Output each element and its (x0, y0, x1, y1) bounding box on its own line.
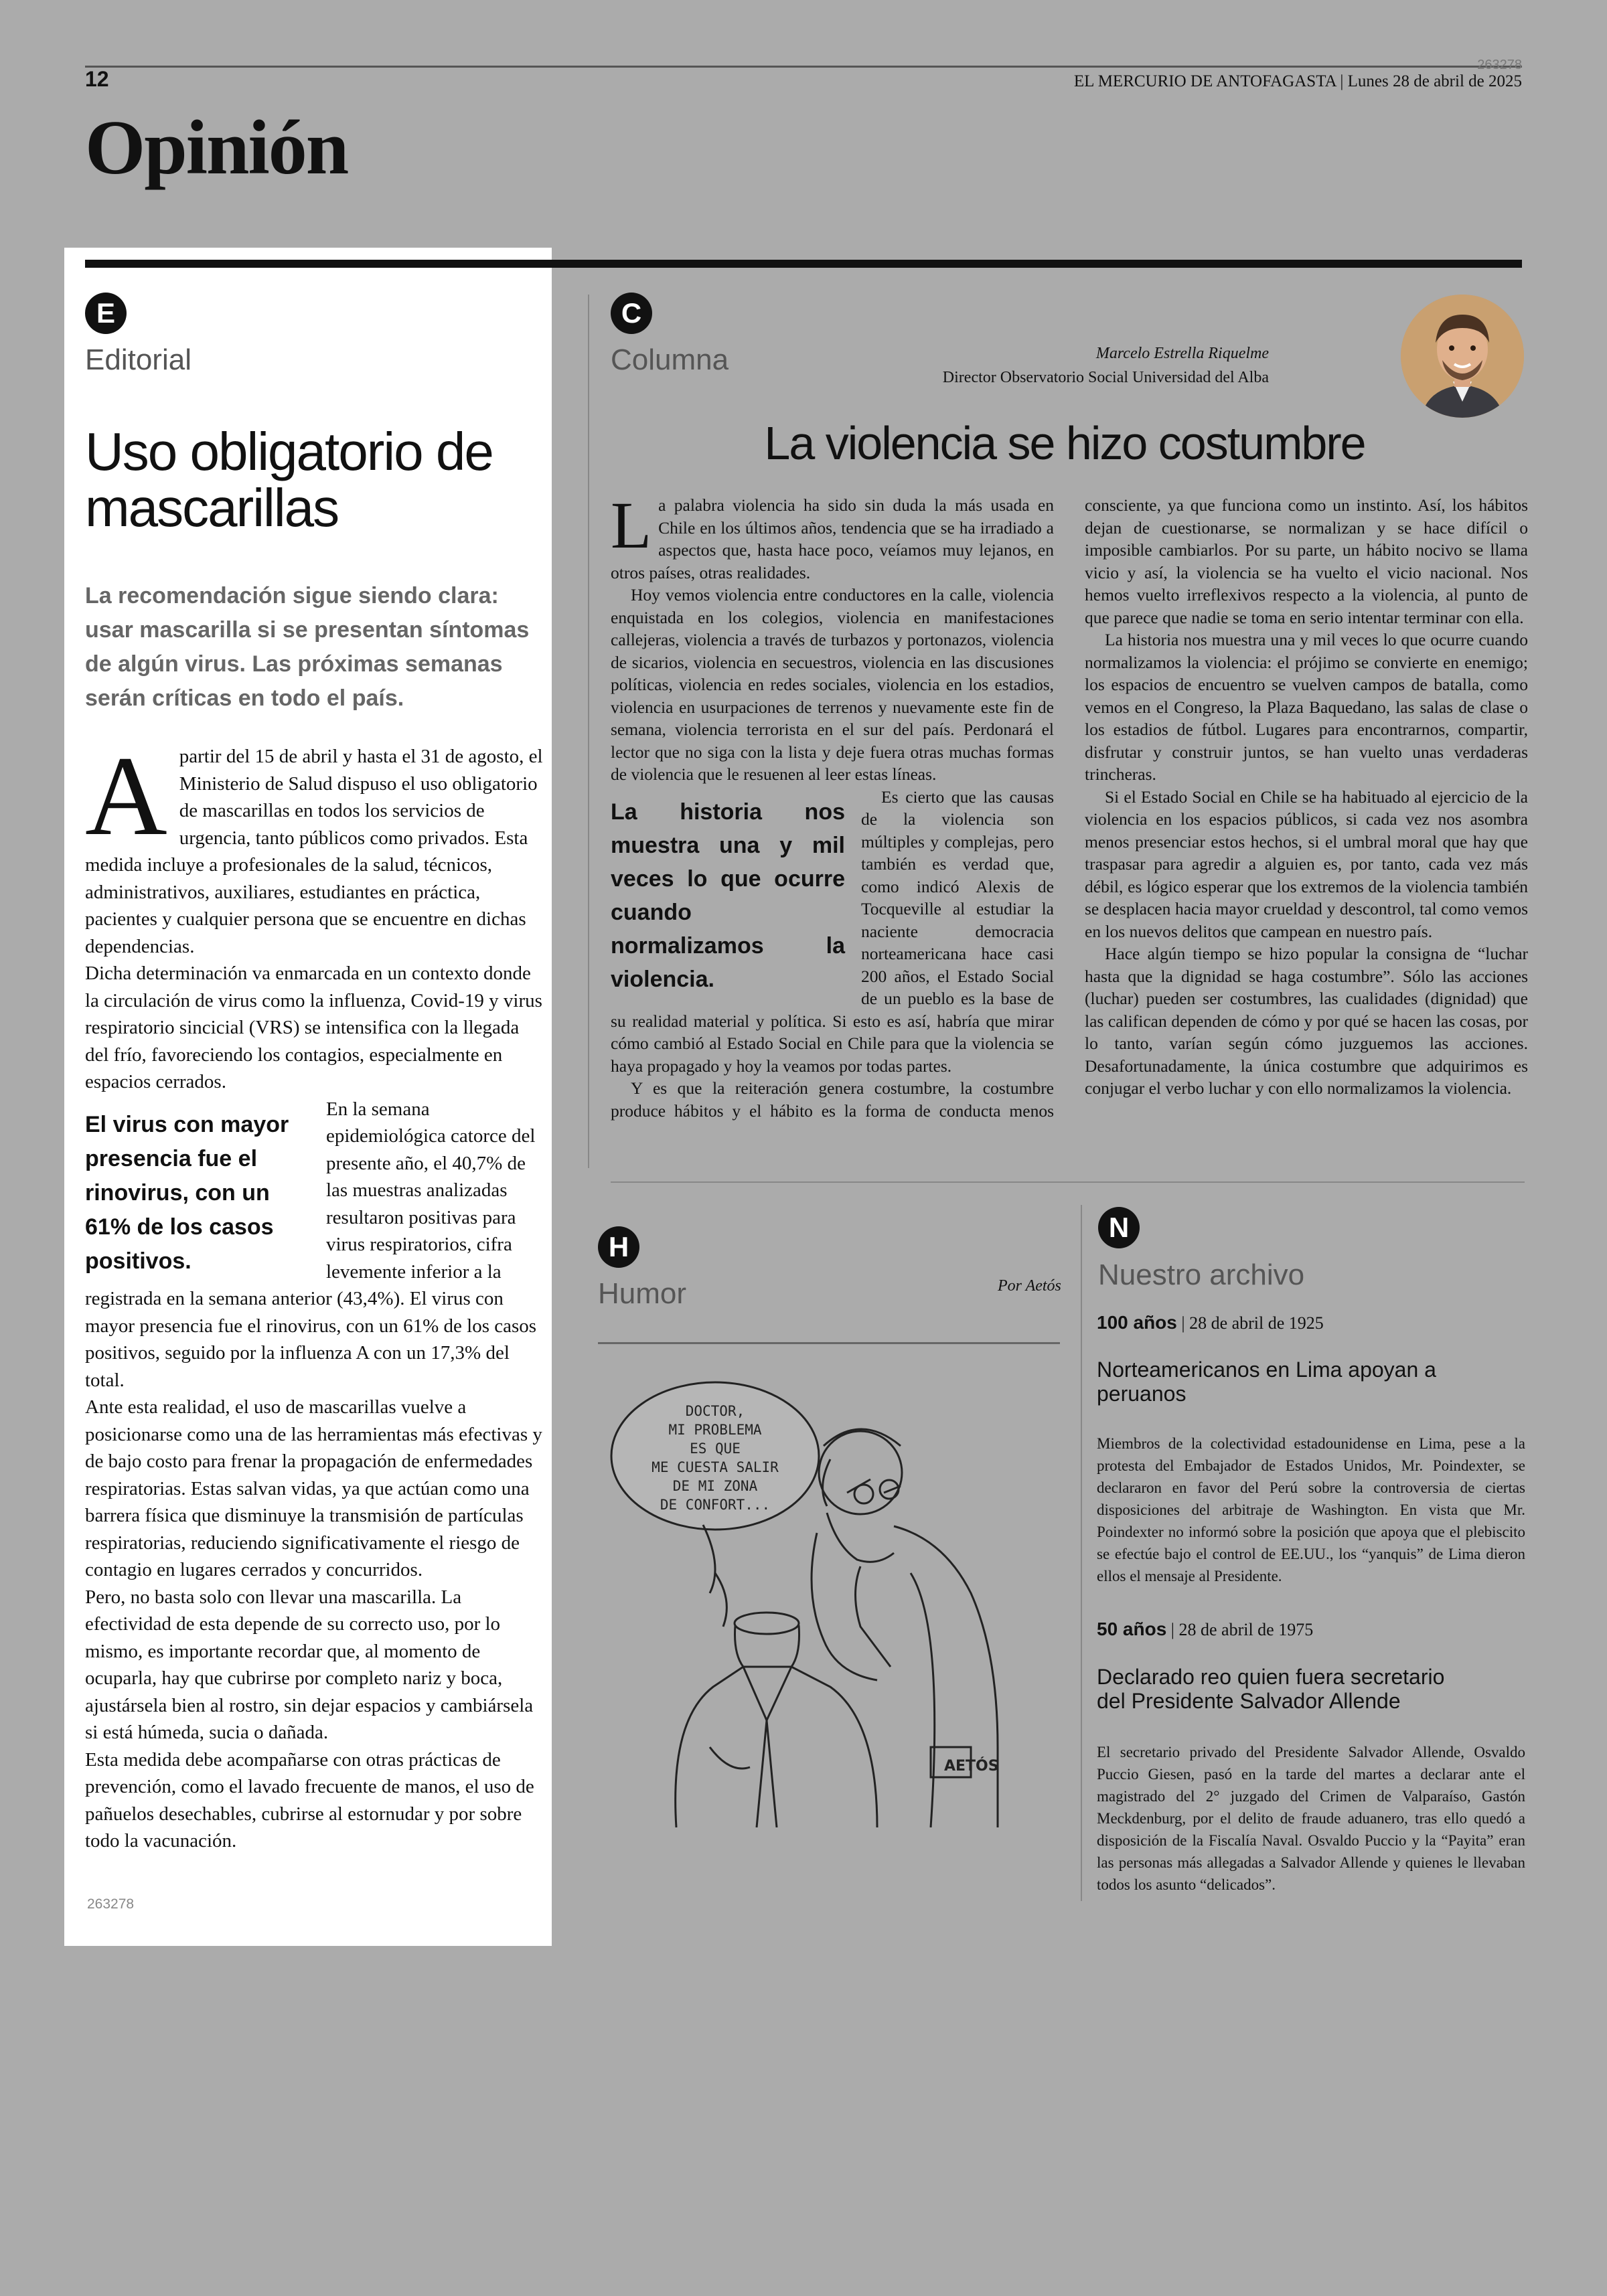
author-name: Marcelo Estrella Riquelme (1095, 345, 1269, 362)
archive-divider (1081, 1205, 1082, 1901)
cartoon-illustration-icon (596, 1372, 1065, 1827)
column-paragraph: Y es que la reiteración genera costumbre, la costumbre produce hábitos y el hábito es la forma de conducta menos consciente, ya que funciona como un instinto. Así, los hábitos dejan de cuestionarse, se normalizan y se hace difícil o imposible cambiarlos. Por su parte, un hábito nocivo se llama vicio y así, la violencia se ha vuelto el vicio nacional. Nos hemos vuelto irreflexivos respecto a la violencia, al punto de que parece que nadie se toma en serio intentar terminar con ella. (611, 495, 1528, 1121)
archive-years: 50 años (1097, 1619, 1167, 1639)
archive-badge-icon: N (1098, 1207, 1140, 1248)
column-paragraph: Si el Estado Social en Chile se ha habituado al ejercicio de la violencia en los espacios públicos, si cada vez nos asombra menos presenciar estos hechos, si el umbral moral que hay que traspasar para agredir a alguien es, por tanto, cada vez más débil, es lógico esperar que los extremos de la violencia también se desplacen hacia mayor crueldad y descontrol, tal como vemos en los nuevos delitos que campean en nuestro país. (1085, 787, 1528, 941)
editorial-drop-cap: A (85, 733, 167, 859)
author-portrait-icon (1401, 295, 1524, 418)
page-number: 12 (85, 67, 109, 91)
bubble-line: MI PROBLEMA (668, 1422, 762, 1438)
column-badge-icon: C (611, 293, 652, 334)
section-title: Opinión (85, 105, 348, 191)
column-paragraph: Hoy vemos violencia entre conductores en la calle, violencia enquistada en los colegios, violencia en manifestaciones callejeras, violencia a través de turbazos y portonazos, violencia de sicarios, violencia en secuestros, violencia en las discusiones políticas, violencia en redes sociales, violencia en los estadios, violencia en usurpaciones de terrenos y nuevamente este fin de semana, violencia terrorista en el sur del país. Perdonará el lector que no siga con la lista y deje fuera otras muchas formas de violencia que le resuenen al leer estas líneas. (611, 585, 1054, 784)
bubble-line: DE CONFORT... (660, 1497, 771, 1513)
editorial-kicker: Editorial (85, 343, 192, 376)
bubble-line: ES QUE (690, 1441, 741, 1457)
masthead: EL MERCURIO DE ANTOFAGASTA | Lunes 28 de abril de 2025 (1073, 72, 1522, 90)
bubble-line: DE MI ZONA (672, 1478, 758, 1494)
archive-years: 100 años (1097, 1312, 1177, 1333)
column-paragraph: Es cierto que las causas de la violencia son múltiples y complejas, pero también es verdad que, como indicó Alexis de Tocqueville al estudiar la naciente democracia norteamericana hace casi 200 años, el Estado Social de un pueblo es la base de su realidad material y política. Si esto es así, habría que mirar cómo cambió al Estado Social en Chile para que la violencia se haya propagado y hoy la veamos por todas partes. (611, 787, 1054, 1076)
editorial-title: Uso obligatorio de mascarillas (85, 422, 493, 538)
cartoon-signature: AETÓS (944, 1758, 999, 1775)
column-paragraph: a palabra violencia ha sido sin duda la más usada en Chile en los últimos años, tendencia que se ha irradiado a aspectos que, hasta hace poco, veíamos muy lejanos, en otros países, otras realidades. (611, 495, 1054, 582)
column-title: La violencia se hizo costumbre (764, 417, 1365, 469)
archive-item-title: Declarado reo quien fuera secretario del Presidente Salvador Allende (1097, 1665, 1445, 1713)
editorial-paragraph: partir del 15 de abril y hasta el 31 de agosto, el Ministerio de Salud dispuso el uso obligatorio de mascarillas en todos los servicios de urgencia, tanto públicos como privados. Esta medida incluye a profesionales de la salud, técnicos, administrativos, auxiliares, estudiantes en práctica, pacientes y cualquier persona que se encuentre en dichas dependencias. (85, 746, 543, 957)
archive-date: | 28 de abril de 1975 (1170, 1620, 1314, 1639)
archive-item-text: Miembros de la colectividad estadounidense en Lima, pese a la protesta del Embajador de Estados Unidos, Mr. Poindexter, se declararon en favor del Perú sobre la controversia de ciertas disposiciones del arbitraje de Washington. En vista que Mr. Poindexter no informó sobre la posición que apoya que el plebiscito se efectúe bajo el control de EE.UU., los “yanquis” de Lima dieron ellos el mensaje al Presidente. (1097, 1435, 1525, 1584)
section-rule (85, 260, 1522, 268)
humor-rule (598, 1342, 1060, 1344)
editorial-paragraph: Ante esta realidad, el uso de mascarillas vuelve a posicionarse como una de las herramientas más efectivas y de bajo costo para frenar la propagación de enfermedades respiratorias. Estas salvan vidas, ya que actúan como una barrera física que disminuye la transmisión de partículas respiratorias, reduciendo significativamente el riesgo de contagio en lugares cerrados y concurridos. (85, 1396, 542, 1580)
humor-byline: Por Aetós (998, 1277, 1061, 1295)
bubble-line: DOCTOR, (685, 1403, 745, 1419)
editorial-paragraph: En la semana epidemiológica catorce del presente año, el 40,7% de las muestras analizadas resultaron positivas para virus respiratorios, cifra levemente inferior a la registrada en la semana anterior (43,4%). El virus con mayor presencia fue el rinovirus, con un 61% de los casos positivos, seguido por la influenza A con un 17,3% del total. (85, 1098, 537, 1391)
archive-item-date (1097, 1619, 1313, 1640)
editorial-body (85, 733, 546, 1855)
archive-item-date (1097, 1312, 1324, 1333)
column-paragraph: Hace algún tiempo se hizo popular la consigna de “luchar hasta que la dignidad se haga costumbre”. Sólo las acciones (luchar) pueden ser costumbres, las cualidades (dignidad) que las califican dependen de cómo y por qué se hacen las cosas, por lo tanto, varían según cómo juzguemos las acciones. Desafortunadamente, la única costumbre que adquirimos es conjugar el verbo luchar y con ello normalizamos la violencia. (1085, 944, 1528, 1098)
archive-kicker: Nuestro archivo (1098, 1258, 1305, 1291)
editorial-paragraph: Esta medida debe acompañarse con otras prácticas de prevención, como el lavado frecuente de manos, el uso de pañuelos desechables, cubrirse al estornudar y por sobre todo la vacunación. (85, 1748, 534, 1852)
column-drop-cap: L (611, 488, 652, 562)
column-pullquote: La historia nos muestra una y mil veces lo que ocurre cuando normalizamos la violencia. (611, 799, 845, 992)
author-photo (1401, 295, 1524, 418)
editorial-badge-icon: E (85, 293, 127, 334)
archive-item-title: Norteamericanos en Lima apoyan a peruanos (1097, 1358, 1436, 1406)
author-role: Director Observatorio Social Universidad del Alba (942, 369, 1269, 386)
editorial-paragraph: Dicha determinación va enmarcada en un contexto donde la circulación de virus como la influenza, Covid-19 y virus respiratorio sincicial (VRS) se intensifica con la llegada del frío, favoreciendo los contagios, especialmente en espacios cerrados. (85, 963, 542, 1092)
column-kicker: Columna (611, 343, 729, 376)
top-rule (85, 66, 1522, 68)
masthead-code: 263278 (1477, 58, 1522, 72)
archive-item-text: El secretario privado del Presidente Salvador Allende, Osvaldo Puccio Giesen, pasó en la tarde del martes a declarar ante el magistrado del 2° juzgado del Crimen de Valparaíso, Gastón Meckdenburg, por el delito de fraude aduanero, tras ello quedó a disposición de la Fiscalía Naval. Osvaldo Puccio y la “Payita” eran las personas más allegadas a Salvador Allende y quienes le llevaban todos los asunto “delicados”. (1097, 1744, 1525, 1893)
archive-date: | 28 de abril de 1925 (1181, 1313, 1324, 1333)
column-body (611, 488, 1528, 1122)
humor-badge-icon: H (598, 1226, 639, 1268)
column-author (943, 341, 1269, 390)
humor-kicker: Humor (598, 1277, 687, 1310)
column-bottom-rule (611, 1181, 1525, 1183)
editorial-pullquote: El virus con mayor presencia fue el rinovirus, con un 61% de los casos positivos. (85, 1111, 289, 1274)
bubble-line: ME CUESTA SALIR (652, 1459, 779, 1475)
editorial-lead: La recomendación sigue siendo clara: usar mascarilla si se presentan síntomas de algún virus. Las próximas semanas serán críticas en todo el país. (85, 583, 530, 711)
editorial-paragraph: Pero, no basta solo con llevar una mascarilla. La efectividad de esta depende de su correcto uso, por lo mismo, es importante recordar que, al momento de ocuparla, hay que cubrirse por completo nariz y boca, ajustársela bien al rostro, sin dejar espacios y cambiársela si está húmeda, sucia o dañada. (85, 1586, 534, 1743)
editorial-code: 263278 (87, 1896, 135, 1912)
column-divider (588, 295, 589, 1168)
humor-cartoon (596, 1372, 1065, 1827)
column-paragraph: La historia nos muestra una y mil veces lo que ocurre cuando normalizamos la violencia: el prójimo se convierte en enemigo; los espacios de encuentro se vuelven campos de batalla, como vemos en el Congreso, la Plaza Baquedano, las salas de clase o los estadios de fútbol. Lugares para encontrarnos, compartir, disfrutar y construir juntos, se han vuelto unas verdaderas trincheras. (1085, 630, 1528, 784)
